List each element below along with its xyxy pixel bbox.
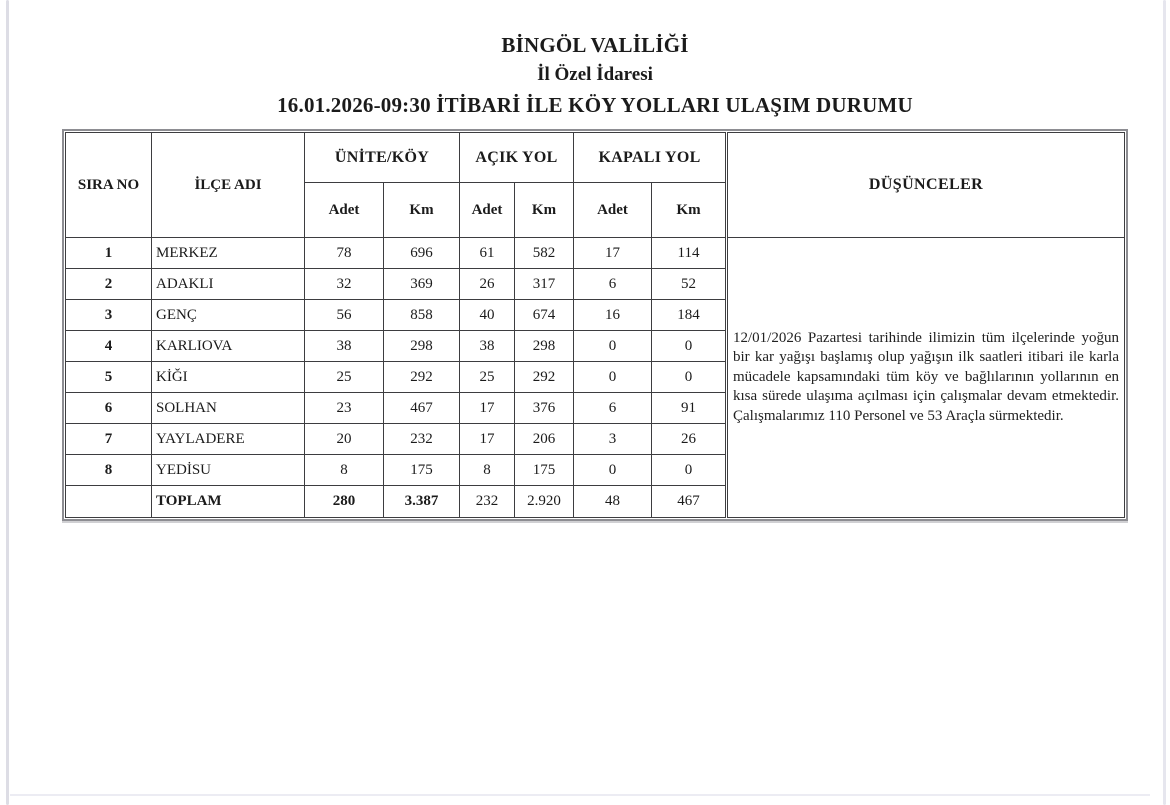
cell-ay-adet: 8 [460,455,515,486]
col-header-ky-adet: Adet [574,183,652,238]
cell-ky-adet: 0 [574,331,652,362]
cell-uk-adet: 78 [305,238,384,269]
cell-total-label: TOPLAM [152,486,305,518]
cell-ky-adet: 0 [574,362,652,393]
document-header [62,30,1128,121]
cell-sira-no: 6 [66,393,152,424]
cell-ilce-adi: YAYLADERE [152,424,305,455]
administration-subtitle: İl Özel İdaresi [537,64,653,85]
cell-ilce-adi: KİĞI [152,362,305,393]
report-title: 16.01.2026-09:30 İTİBARİ İLE KÖY YOLLARI ULAŞIM DURUMU [277,93,913,117]
cell-ky-adet: 3 [574,424,652,455]
cell-ay-km: 292 [515,362,574,393]
header-row-groups [66,133,1125,183]
scan-edge-bottom [10,794,1150,796]
cell-sira-no: 8 [66,455,152,486]
scan-edge-right [1163,0,1166,805]
cell-ay-km: 298 [515,331,574,362]
cell-ay-adet: 61 [460,238,515,269]
dusunceler-notes-cell [727,238,1125,518]
cell-ay-adet: 17 [460,424,515,455]
cell-uk-adet: 32 [305,269,384,300]
cell-ky-km: 0 [652,455,727,486]
cell-ky-adet: 0 [574,455,652,486]
cell-sira-no: 2 [66,269,152,300]
cell-uk-km: 232 [384,424,460,455]
cell-ky-km: 0 [652,331,727,362]
cell-total-empty [66,486,152,518]
road-status-table [65,132,1125,518]
cell-ky-km: 91 [652,393,727,424]
cell-sira-no: 1 [66,238,152,269]
cell-total-uk-km: 3.387 [384,486,460,518]
cell-uk-km: 858 [384,300,460,331]
table-row [66,238,1125,269]
col-header-uk-km: Km [384,183,460,238]
cell-uk-km: 292 [384,362,460,393]
col-group-kapali-yol: KAPALI YOL [574,133,727,183]
cell-ky-km: 114 [652,238,727,269]
cell-ay-km: 674 [515,300,574,331]
notes-paragraph: 12/01/2026 Pazartesi tarihinde ilimizin tüm ilçelerinde yoğun bir kar yağışı başlamış olup yağışın ilk saatleri itibari ile karla mücadele kapsamındaki tüm köy ve bağlılarının yollarının en kısa sürede ulaşıma açılması için çalışmalar devam etmektedir. Çalışmalarımız 110 Personel ve 53 Araçla sürmektedir. [733,329,1119,424]
cell-ay-adet: 25 [460,362,515,393]
col-group-unite-koy: ÜNİTE/KÖY [305,133,460,183]
col-group-acik-yol: AÇIK YOL [460,133,574,183]
cell-ay-km: 175 [515,455,574,486]
cell-ky-km: 52 [652,269,727,300]
table-frame [62,129,1128,521]
scan-edge-left [6,0,9,805]
cell-ilce-adi: MERKEZ [152,238,305,269]
cell-ay-km: 317 [515,269,574,300]
cell-uk-km: 298 [384,331,460,362]
cell-ilce-adi: YEDİSU [152,455,305,486]
col-header-ilce-adi: İLÇE ADI [152,133,305,238]
cell-uk-km: 467 [384,393,460,424]
cell-ay-adet: 38 [460,331,515,362]
cell-ky-adet: 6 [574,393,652,424]
cell-sira-no: 7 [66,424,152,455]
cell-uk-adet: 38 [305,331,384,362]
cell-uk-km: 696 [384,238,460,269]
cell-uk-adet: 25 [305,362,384,393]
cell-total-ky-km: 467 [652,486,727,518]
cell-uk-adet: 56 [305,300,384,331]
cell-total-ay-km: 2.920 [515,486,574,518]
cell-ilce-adi: ADAKLI [152,269,305,300]
col-header-sira-no: SIRA NO [66,133,152,238]
col-header-ay-km: Km [515,183,574,238]
cell-ay-km: 206 [515,424,574,455]
cell-uk-adet: 20 [305,424,384,455]
cell-sira-no: 3 [66,300,152,331]
cell-uk-adet: 23 [305,393,384,424]
cell-sira-no: 5 [66,362,152,393]
col-header-dusunceler: DÜŞÜNCELER [727,133,1125,238]
cell-uk-km: 175 [384,455,460,486]
col-header-ky-km: Km [652,183,727,238]
cell-total-ky-adet: 48 [574,486,652,518]
cell-ay-adet: 26 [460,269,515,300]
col-header-ay-adet: Adet [460,183,515,238]
cell-uk-adet: 8 [305,455,384,486]
cell-total-uk-adet: 280 [305,486,384,518]
cell-total-ay-adet: 232 [460,486,515,518]
cell-ky-km: 184 [652,300,727,331]
cell-sira-no: 4 [66,331,152,362]
col-header-uk-adet: Adet [305,183,384,238]
cell-ilce-adi: SOLHAN [152,393,305,424]
cell-uk-km: 369 [384,269,460,300]
cell-ky-adet: 6 [574,269,652,300]
cell-ilce-adi: GENÇ [152,300,305,331]
governorship-title: BİNGÖL VALİLİĞİ [501,33,689,57]
cell-ay-km: 582 [515,238,574,269]
cell-ky-km: 26 [652,424,727,455]
document [62,30,1128,521]
cell-ky-adet: 17 [574,238,652,269]
cell-ay-adet: 17 [460,393,515,424]
cell-ay-km: 376 [515,393,574,424]
cell-ky-adet: 16 [574,300,652,331]
cell-ky-km: 0 [652,362,727,393]
cell-ilce-adi: KARLIOVA [152,331,305,362]
cell-ay-adet: 40 [460,300,515,331]
